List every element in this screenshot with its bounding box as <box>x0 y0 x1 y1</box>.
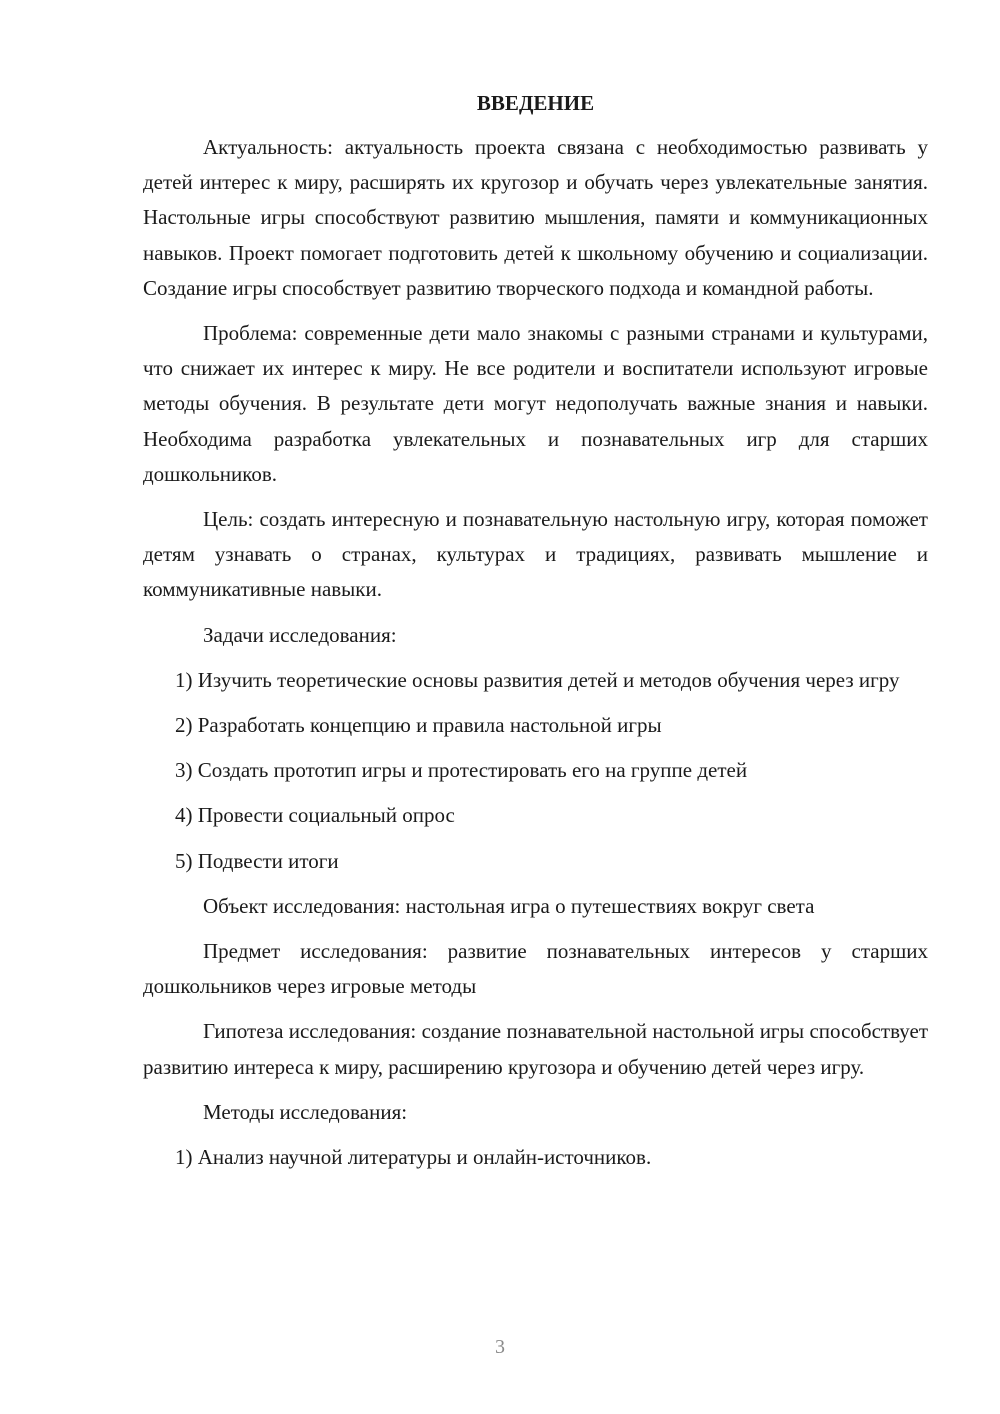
document-page <box>143 88 928 1185</box>
page-number: 3 <box>495 1336 505 1358</box>
research-hypothesis: Гипотеза исследования: создание познавательной настольной игры способствует развитию интереса к миру, расширению кругозора и обучению детей через игру. <box>143 1019 928 1079</box>
task-item-1: 1) Изучить теоретические основы развития детей и методов обучения через игру <box>175 667 900 692</box>
tasks-title: Задачи исследования: <box>203 622 397 647</box>
method-item-1: 1) Анализ научной литературы и онлайн-источников. <box>175 1145 652 1170</box>
task-item-4: 4) Провести социальный опрос <box>175 803 455 828</box>
methods-title: Методы исследования: <box>203 1099 408 1124</box>
goal-paragraph: Цель: создать интересную и познавательную настольную игру, которая поможет детям узнавать о странах, культурах и традициях, развивать мышление и коммуникативные навыки. <box>143 507 928 602</box>
section-heading: ВВЕДЕНИЕ <box>476 91 595 115</box>
task-item-5: 5) Подвести итоги <box>175 848 339 873</box>
relevance-paragraph: Актуальность: актуальность проекта связана с необходимостью развивать у детей интерес к миру, расширять их кругозор и обучать через увлекательные занятия. Настольные игры способствуют развитию мышления, памяти и коммуникационных навыков. Проект помогает подготовить детей к школьному обучению и социализации. Создание игры способствует развитию творческого подхода и командной работы. <box>143 135 928 300</box>
task-item-2: 2) Разработать концепцию и правила настольной игры <box>175 713 662 738</box>
research-subject: Предмет исследования: развитие познавательных интересов у старших дошкольников через игровые методы <box>143 939 928 999</box>
research-object: Объект исследования: настольная игра о путешествиях вокруг света <box>203 893 815 918</box>
task-item-3: 3) Создать прототип игры и протестировать его на группе детей <box>175 758 748 783</box>
problem-paragraph: Проблема: современные дети мало знакомы с разными странами и культурами, что снижает их интерес к миру. Не все родители и воспитатели используют игровые методы обучения. В результате дети могут недополучать важные знания и навыки. Необходима разработка увлекательных и познавательных игр для старших дошкольников. <box>143 321 928 486</box>
